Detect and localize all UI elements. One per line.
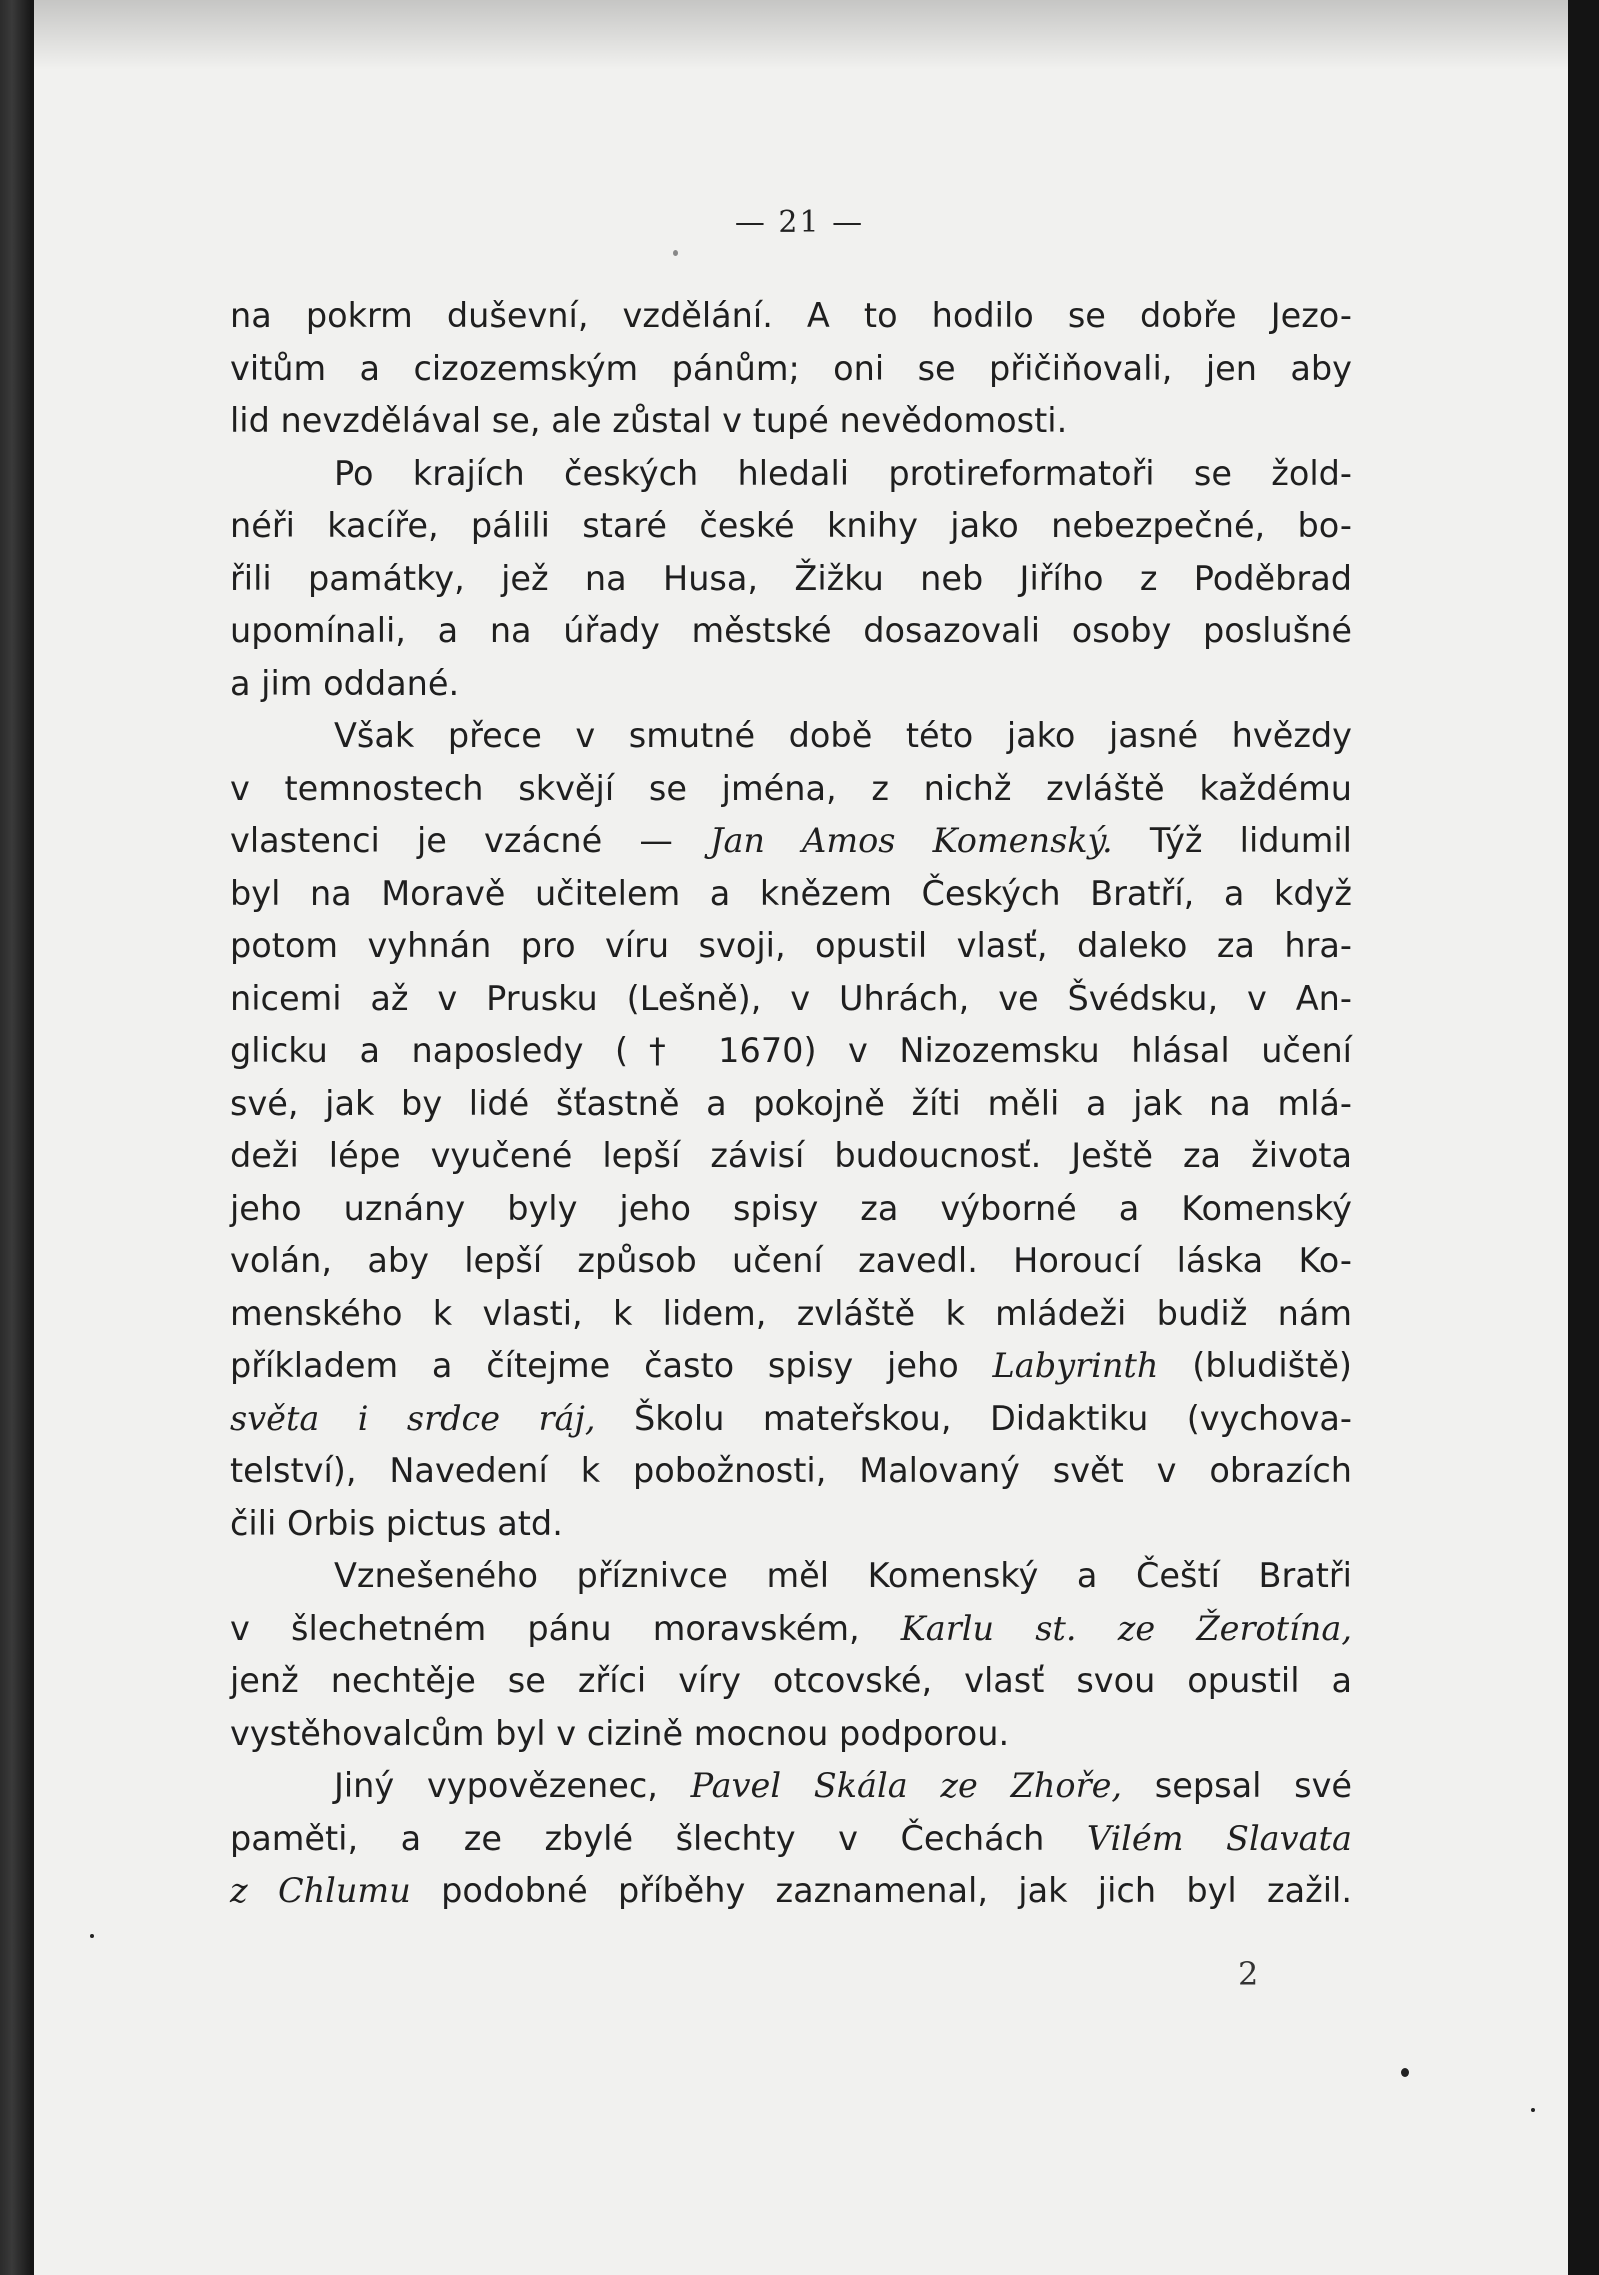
scan-right-border [1568, 0, 1599, 2275]
italic-title: světa i srdce ráj, [230, 1398, 596, 1438]
text-line: na pokrm duševní, vzdělání. A to hodilo se dobře Jezo- [230, 296, 1352, 335]
text-line: Po krajích českých hledali protireformatoři se žold- [334, 453, 1352, 493]
text-line: Vznešeného příznivce měl Komenský a Čeští Bratři [334, 1556, 1352, 1595]
italic-name: Pavel Skála ze Zhoře, [690, 1766, 1123, 1805]
text-line: glicku a naposledy († 1670) v Nizozemsku hlásal učení [230, 1031, 1352, 1070]
text-run: v šlechetném pánu moravském, [230, 1608, 901, 1648]
text-run: podobné příběhy zaznamenal, jak jich byl zažil. [410, 1871, 1352, 1910]
text-line: potom vyhnán pro víru svoji, opustil vlasť, daleko za hra- [230, 926, 1352, 965]
dust-speck [1401, 2068, 1409, 2077]
body-text [230, 290, 1352, 1918]
text-line: a jim oddané. [230, 663, 460, 703]
text-line: své, jak by lidé šťastně a pokojně žíti měli a jak na mlá- [230, 1083, 1352, 1123]
text-line: deži lépe vyučené lepší závisí budoucnosť. Ještě za života [230, 1136, 1352, 1175]
dust-speck [1531, 2108, 1535, 2112]
text-line: nicemi až v Prusku (Lešně), v Uhrách, ve Švédsku, v An- [230, 978, 1352, 1018]
text-run: sepsal své [1122, 1766, 1353, 1805]
dust-speck [673, 250, 678, 256]
text-line: vystěhovalcům byl v cizině mocnou podporou. [230, 1713, 1010, 1753]
text-run: vlastenci je vzácné — [230, 821, 711, 860]
text-run: paměti, a ze zbylé šlechty v Čechách [230, 1818, 1087, 1858]
page-top-shadow [34, 0, 1568, 70]
italic-name: z Chlumu [230, 1871, 411, 1910]
italic-name: Vilém Slavata [1086, 1818, 1352, 1858]
text-line: byl na Moravě učitelem a knězem Českých Bratří, a když [230, 873, 1352, 913]
italic-name: Karlu st. ze Žerotína, [900, 1608, 1352, 1648]
text-line: jeho uznány byly jeho spisy za výborné a Komenský [230, 1188, 1352, 1228]
text-run: příkladem a čítejme často spisy jeho [230, 1346, 993, 1385]
text-line: Však přece v smutné době této jako jasné hvězdy [334, 716, 1352, 755]
text-run: Školu mateřskou, Didaktiku (vychova- [595, 1398, 1353, 1438]
book-binding-edge [0, 0, 30, 2275]
text-line: čili Orbis pictus atd. [230, 1503, 563, 1543]
text-line: vitům a cizozemským pánům; oni se přičiňovali, jen aby [230, 348, 1352, 388]
text-line: v temnostech skvějí se jména, z nichž zvláště každému [230, 768, 1352, 808]
text-line [230, 1760, 1352, 1813]
page-number: — 21 — [734, 205, 865, 240]
italic-title: Labyrinth [992, 1346, 1159, 1385]
text-run: (bludiště) [1158, 1346, 1352, 1385]
text-line [230, 1603, 1352, 1656]
text-line [230, 1393, 1352, 1446]
signature-mark: 2 [1238, 1955, 1259, 1993]
text-line [230, 1340, 1352, 1393]
text-line: upomínali, a na úřady městské dosazovali osoby poslušné [230, 611, 1352, 650]
text-line: volán, aby lepší způsob učení zavedl. Horoucí láska Ko- [230, 1241, 1352, 1280]
text-line: lid nevzdělával se, ale zůstal v tupé nevědomosti. [230, 401, 1068, 440]
text-line: jenž nechtěje se zříci víry otcovské, vlasť svou opustil a [230, 1661, 1352, 1700]
text-line [230, 1865, 1352, 1918]
text-line: néři kacíře, pálili staré české knihy jako nebezpečné, bo- [230, 506, 1352, 545]
text-line: řili památky, jež na Husa, Žižku neb Jiřího z Poděbrad [230, 558, 1352, 598]
text-line [230, 1813, 1352, 1866]
italic-name: Jan Amos Komenský. [710, 821, 1113, 860]
text-run: Týž lidumil [1112, 821, 1352, 860]
dust-speck [90, 1934, 94, 1938]
text-line: telství), Navedení k pobožnosti, Malovaný svět v obrazích [230, 1451, 1352, 1490]
text-run: Jiný vypovězenec, [334, 1766, 691, 1805]
text-line [230, 815, 1352, 868]
text-line: menského k vlasti, k lidem, zvláště k mládeži budiž nám [230, 1293, 1352, 1333]
